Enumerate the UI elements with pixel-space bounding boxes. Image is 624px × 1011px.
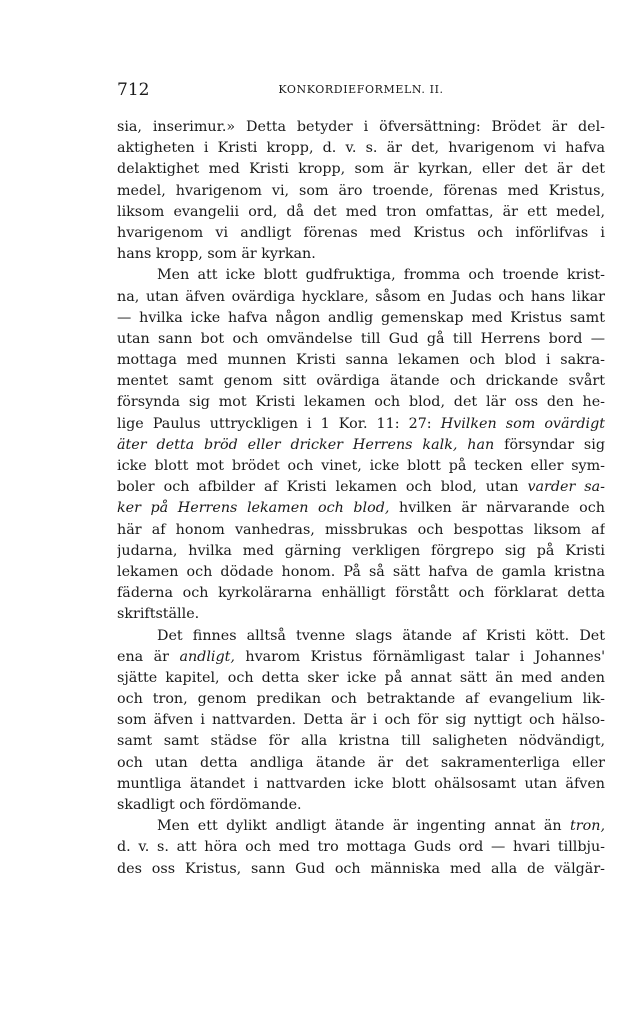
- line-text: utan sann bot och omvändelse till Gud gå till Herrens bord —: [117, 330, 605, 347]
- text-line: [117, 329, 605, 350]
- line-text: des oss Kristus, sann Gud och människa med alla de välgär-: [117, 860, 605, 877]
- line-text: här af honom vanhedras, missbrukas och bespottas liksom af: [117, 521, 605, 538]
- text-line: [117, 308, 605, 329]
- text-line: [117, 774, 605, 795]
- line-text: aktigheten i Kristi kropp, d. v. s. är det, hvarigenom vi hafva: [117, 140, 605, 157]
- line-text: delaktighet med Kristi kropp, som är kyrkan, eller det är det: [117, 161, 605, 178]
- running-title: KONKORDIEFORMELN. II.: [278, 83, 444, 96]
- text-line: [117, 223, 605, 244]
- line-text: lige Paulus uttryckligen i 1 Kor. 11: 27:: [117, 415, 441, 432]
- line-italic: ker på Herrens lekamen och blod,: [117, 500, 390, 517]
- text-line: [117, 414, 605, 435]
- line-text: och tron, genom predikan och betraktande af evangelium lik-: [117, 691, 605, 708]
- body-text: [117, 117, 605, 880]
- text-line: [117, 647, 605, 668]
- text-line: [117, 265, 605, 286]
- text-line: [117, 350, 605, 371]
- text-line: [117, 520, 605, 541]
- line-text: na, utan äfven ovärdiga hycklare, såsom en Judas och hans likar: [117, 288, 605, 305]
- text-line: [117, 837, 605, 858]
- page-number: 712: [117, 80, 150, 100]
- line-text: sjätte kapitel, och detta sker icke på annat sätt än med anden: [117, 669, 605, 686]
- text-line: [117, 562, 605, 583]
- line-text: fäderna och kyrkolärarna enhälligt förstått och förklarat detta: [117, 585, 605, 602]
- text-line: [117, 668, 605, 689]
- text-line: [117, 689, 605, 710]
- text-line: [117, 477, 605, 498]
- line-italic: tron,: [570, 818, 605, 835]
- line-text: mottaga med munnen Kristi sanna lekamen och blod i sakra-: [117, 352, 605, 369]
- line-text: Men ett dylikt andligt ätande är ingenting annat än: [157, 818, 571, 835]
- text-line: [117, 159, 605, 180]
- text-line: [117, 541, 605, 562]
- text-line: [117, 456, 605, 477]
- line-text: samt samt städse för alla kristna till saligheten nödvändigt,: [117, 733, 605, 750]
- text-line: [117, 392, 605, 413]
- line-text: skriftställe.: [117, 606, 200, 623]
- line-italic: andligt,: [179, 648, 235, 665]
- line-text: muntliga ätandet i nattvarden icke blott ohälsosamt utan äfven: [117, 775, 605, 792]
- line-text: försynda sig mot Kristi lekamen och blod, det lär oss den he-: [117, 394, 605, 411]
- text-line: [117, 371, 605, 392]
- line-text: lekamen och dödade honom. På så sätt hafva de gamla kristna: [117, 563, 605, 580]
- line-text: d. v. s. att höra och med tro mottaga Guds ord — hvari tillbju-: [117, 839, 605, 856]
- text-line: [117, 435, 605, 456]
- line-text: Men att icke blott gudfruktiga, fromma och troende krist-: [157, 267, 605, 284]
- text-line: [117, 604, 605, 625]
- line-text-after: försyndar sig: [494, 436, 605, 453]
- text-line: [117, 753, 605, 774]
- text-line: [117, 626, 605, 647]
- text-line: [117, 731, 605, 752]
- text-line: [117, 583, 605, 604]
- text-line: [117, 795, 605, 816]
- line-text: ena är: [117, 648, 180, 665]
- line-text: judarna, hvilka med gärning verkligen förgrepo sig på Kristi: [117, 542, 605, 559]
- text-line: [117, 859, 605, 880]
- line-italic: äter detta bröd eller dricker Herrens kalk, han: [117, 436, 495, 453]
- text-line: [117, 202, 605, 223]
- line-text: Det finnes alltså tvenne slags ätande af Kristi kött. Det: [157, 627, 605, 644]
- line-text: hans kropp, som är kyrkan.: [117, 246, 316, 263]
- line-text: icke blott mot brödet och vinet, icke blott på tecken eller sym-: [117, 458, 605, 474]
- line-text: och utan detta andliga ätande är det sakramenterliga eller: [117, 754, 605, 771]
- line-text: boler och afbilder af Kristi lekamen och blod, utan: [117, 479, 528, 496]
- text-line: [117, 710, 605, 731]
- text-line: [117, 181, 605, 202]
- line-text: skadligt och fördömande.: [117, 797, 302, 813]
- line-text-after: hvarom Kristus förnämligast talar i Johannes': [234, 648, 605, 665]
- text-line: [117, 244, 605, 265]
- line-italic: varder sa-: [527, 479, 605, 496]
- line-text: — hvilka icke hafva någon andlig gemenskap med Kristus samt: [117, 309, 605, 326]
- line-italic: Hvilken som ovärdigt: [440, 415, 605, 432]
- text-line: [117, 498, 605, 519]
- text-line: [117, 287, 605, 308]
- line-text: liksom evangelii ord, då det med tron omfattas, är ett medel,: [117, 203, 605, 220]
- line-text: som äfven i nattvarden. Detta är i och för sig nyttigt och hälso-: [117, 712, 605, 729]
- text-line: [117, 138, 605, 159]
- text-line: [117, 816, 605, 837]
- page-header: [117, 80, 605, 102]
- line-text-after: hvilken är närvarande och: [389, 500, 605, 517]
- line-text: medel, hvarigenom vi, som äro troende, förenas med Kristus,: [117, 182, 605, 199]
- line-text: sia, inserimur.» Detta betyder i öfversättning: Brödet är del-: [117, 119, 605, 135]
- line-text: hvarigenom vi andligt förenas med Kristus och införlifvas i: [117, 224, 605, 241]
- line-text: mentet samt genom sitt ovärdiga ätande och drickande svårt: [117, 373, 605, 390]
- text-line: [117, 117, 605, 138]
